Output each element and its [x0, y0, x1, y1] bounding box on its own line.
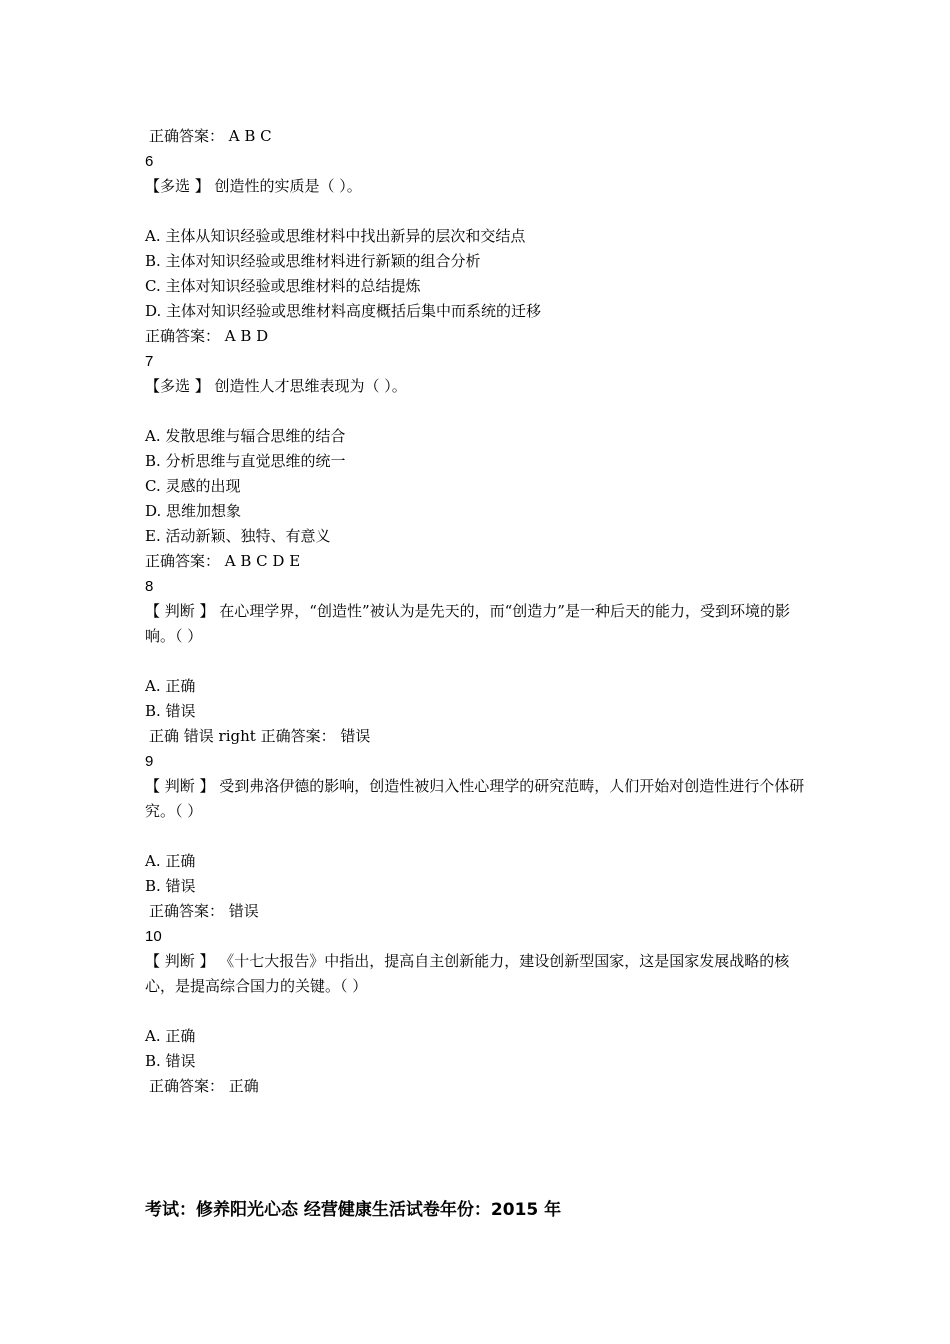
- option: C. 灵感的出现: [145, 477, 241, 495]
- question-number: 8: [145, 578, 154, 595]
- option: B. 错误: [145, 1052, 196, 1070]
- answer-line: 正确答案： 错误: [149, 902, 259, 920]
- question-stem: 【 判断 】 受到弗洛伊德的影响，创造性被归入性心理学的研究范畴，人们开始对创造性进行个体研究。（ ）: [145, 777, 805, 820]
- exam-document: [145, 124, 815, 1099]
- option: B. 分析思维与直觉思维的统一: [145, 452, 346, 470]
- question-stem: 【多选 】 创造性人才思维表现为（ ）。: [145, 377, 407, 395]
- option: D. 主体对知识经验或思维材料高度概括后集中而系统的迁移: [145, 302, 542, 320]
- option: A. 正确: [145, 852, 196, 870]
- question-stem: 【 判断 】 在心理学界，“创造性”被认为是先天的，而“创造力”是一种后天的能力，受到环境的影响。（ ）: [145, 602, 790, 645]
- spacer: [145, 824, 815, 849]
- answer-line: 正确答案： A B C: [149, 127, 272, 145]
- option: A. 正确: [145, 677, 196, 695]
- option: A. 正确: [145, 1027, 196, 1045]
- option: B. 错误: [145, 702, 196, 720]
- option: A. 主体从知识经验或思维材料中找出新异的层次和交结点: [145, 227, 526, 245]
- answer-line: 正确答案： 正确: [149, 1077, 259, 1095]
- spacer: [145, 199, 815, 224]
- spacer: [145, 649, 815, 674]
- option: A. 发散思维与辐合思维的结合: [145, 427, 346, 445]
- answer-line: 正确答案： A B D: [145, 327, 269, 345]
- option: E. 活动新颖、独特、有意义: [145, 527, 331, 545]
- option: C. 主体对知识经验或思维材料的总结提炼: [145, 277, 421, 295]
- question-number: 6: [145, 153, 154, 170]
- question-number: 7: [145, 353, 154, 370]
- option: D. 思维加想象: [145, 502, 242, 520]
- answer-line: 正确 错误 right 正确答案： 错误: [149, 727, 371, 745]
- question-stem: 【 判断 】 《十七大报告》中指出，提高自主创新能力，建设创新型国家，这是国家发展战略的核心，是提高综合国力的关键。（ ）: [145, 952, 790, 995]
- spacer: [145, 399, 815, 424]
- option: B. 主体对知识经验或思维材料进行新颖的组合分析: [145, 252, 481, 270]
- answer-line: 正确答案： A B C D E: [145, 552, 301, 570]
- option: B. 错误: [145, 877, 196, 895]
- question-number: 9: [145, 753, 154, 770]
- exam-title-footer: 考试：修养阳光心态 经营健康生活试卷年份：2015 年: [145, 1200, 562, 1220]
- spacer: [145, 999, 815, 1024]
- question-number: 10: [145, 928, 162, 945]
- question-stem: 【多选 】 创造性的实质是（ ）。: [145, 177, 362, 195]
